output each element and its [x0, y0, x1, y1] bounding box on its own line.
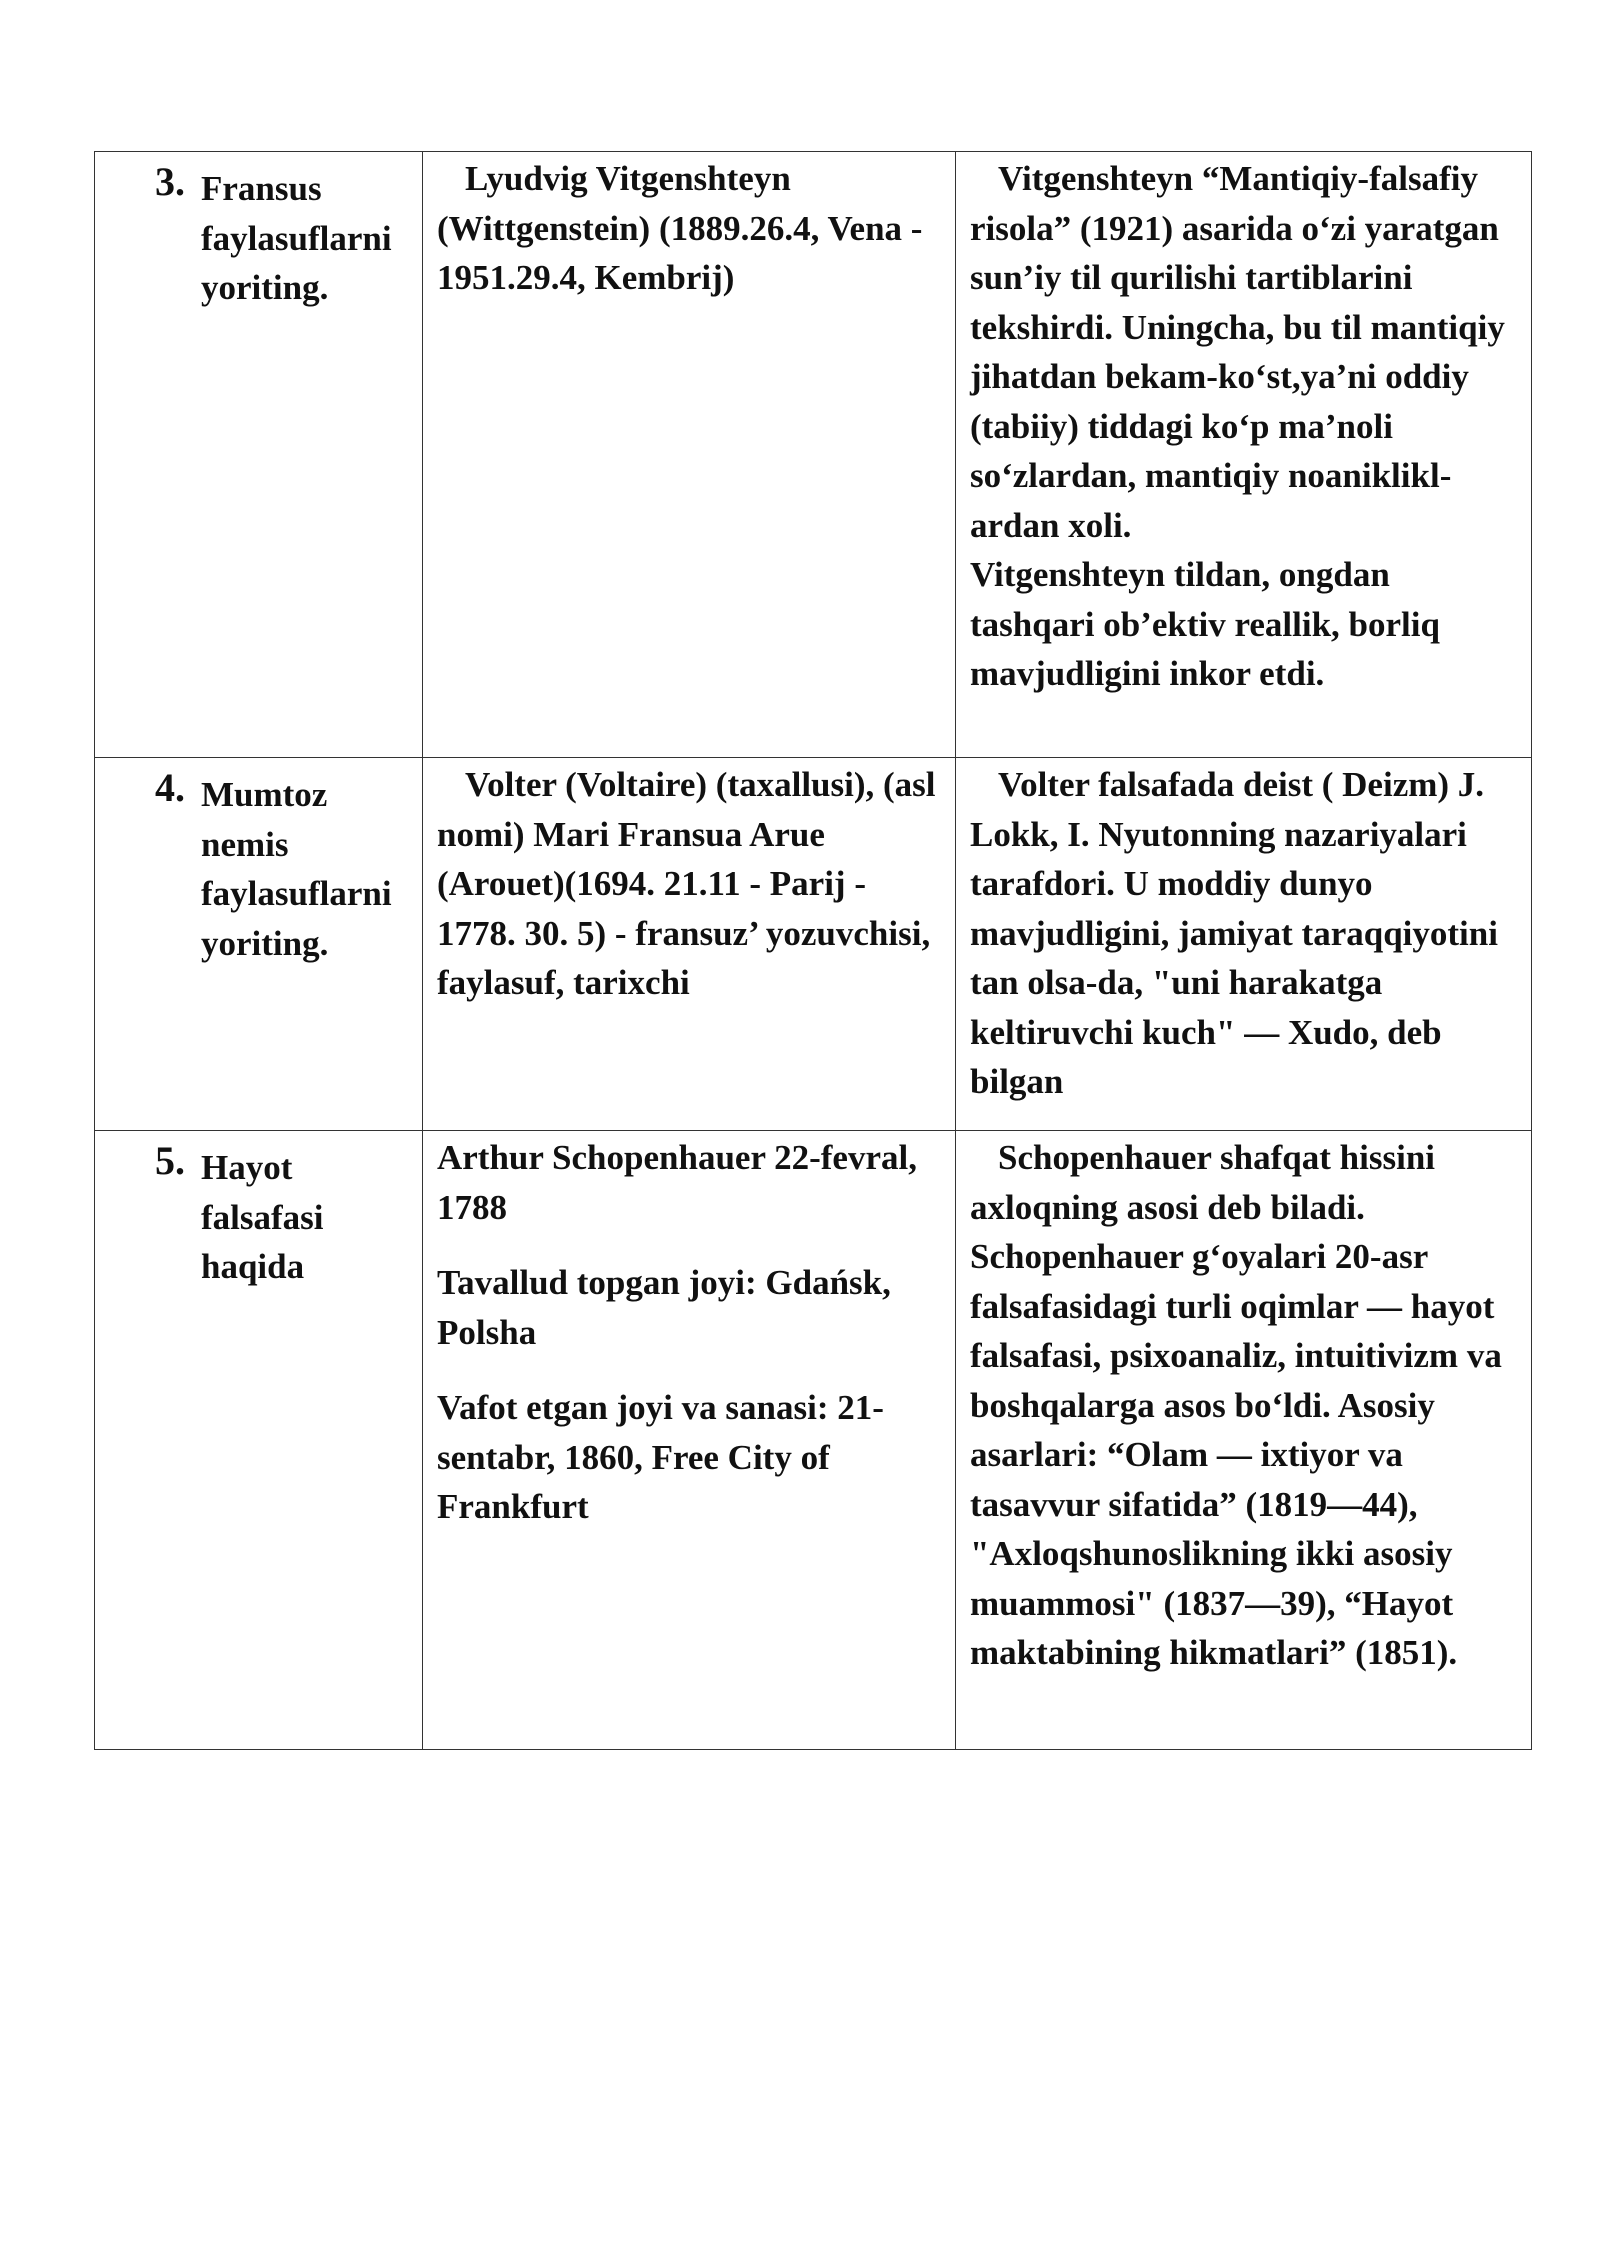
task-text: Hayot falsafasi haqida	[201, 1148, 324, 1286]
task-cell	[95, 152, 423, 758]
person-text: Lyudvig Vitgenshteyn (Wittgenstein) (1889.26.4, Vena - 1951.29.4, Kembrij)	[437, 159, 923, 297]
person-birthplace: Tavallud topgan joyi: Gdańsk, Polsha	[437, 1263, 891, 1352]
person-text: Arthur Schopenhauer 22-fevral, 1788	[437, 1138, 917, 1227]
table-row	[95, 1131, 1532, 1750]
row-number: 5.	[155, 1138, 185, 1183]
description-cell	[956, 758, 1532, 1131]
task-cell	[95, 758, 423, 1131]
description-cell	[956, 152, 1532, 758]
person-death: Vafot etgan joyi va sanasi: 21-sentabr, 1860, Free City of Frankfurt	[437, 1388, 884, 1526]
description-cell	[956, 1131, 1532, 1750]
task-cell	[95, 1131, 423, 1750]
philosophers-table	[94, 151, 1532, 1750]
description-text: Volter falsafada deist ( Deizm) J. Lokk, I. Nyutonning nazariyalari tarafdori. U moddiy dunyo mavjudligini, jamiyat taraqqiyotini tan olsa-da, "uni harakatga keltiruvchi kuch" — Xudo, deb bilgan	[970, 765, 1498, 1101]
description-text: Vitgenshteyn “Mantiqiy-falsafiy risola” (1921) asarida o‘zi yaratgan sun’iy til qurilishi tartiblarini tekshirdi. Uningcha, bu til mantiqiy jihatdan bekam-ko‘st,ya’ni oddiy (tabiiy) tiddagi ko‘p ma’noli so‘zlardan, mantiqiy noanikliklardan xoli.	[970, 159, 1505, 545]
task-text: Mumtoz nemis faylasuflarni yoriting.	[201, 775, 392, 963]
person-text: Volter (Voltaire) (taxallusi), (asl nomi) Mari Fransua Arue (Arouet)(1694. 21.11 - Parij - 1778. 30. 5) - fransuz’ yozuvchisi, faylasuf, tarixchi	[437, 765, 936, 1002]
row-number: 4.	[155, 765, 185, 810]
description-text: Schopenhauer shafqat hissini axloqning asosi deb biladi. Schopenhauer g‘oyalari 20-asr falsafasidagi turli oqimlar — hayot falsafasi, psixoanaliz, intuitivizm va boshqalarga asos bo‘ldi. Asosiy asarlari: “Olam — ixtiyor va tasavvur sifatida” (1819—44), "Axloqshunoslikning ikki asosiy muammosi" (1837—39), “Hayot maktabining hikmatlari” (1851).	[970, 1138, 1502, 1672]
table-row	[95, 758, 1532, 1131]
person-cell	[423, 758, 956, 1131]
description-text-2: Vitgenshteyn tildan, ongdan tashqari ob’ektiv reallik, borliq mavjudligini inkor etdi.	[970, 555, 1440, 693]
table-row	[95, 152, 1532, 758]
task-text: Fransus faylasuflarni yoriting.	[201, 169, 392, 307]
row-number: 3.	[155, 159, 185, 204]
person-cell	[423, 1131, 956, 1750]
person-cell	[423, 152, 956, 758]
